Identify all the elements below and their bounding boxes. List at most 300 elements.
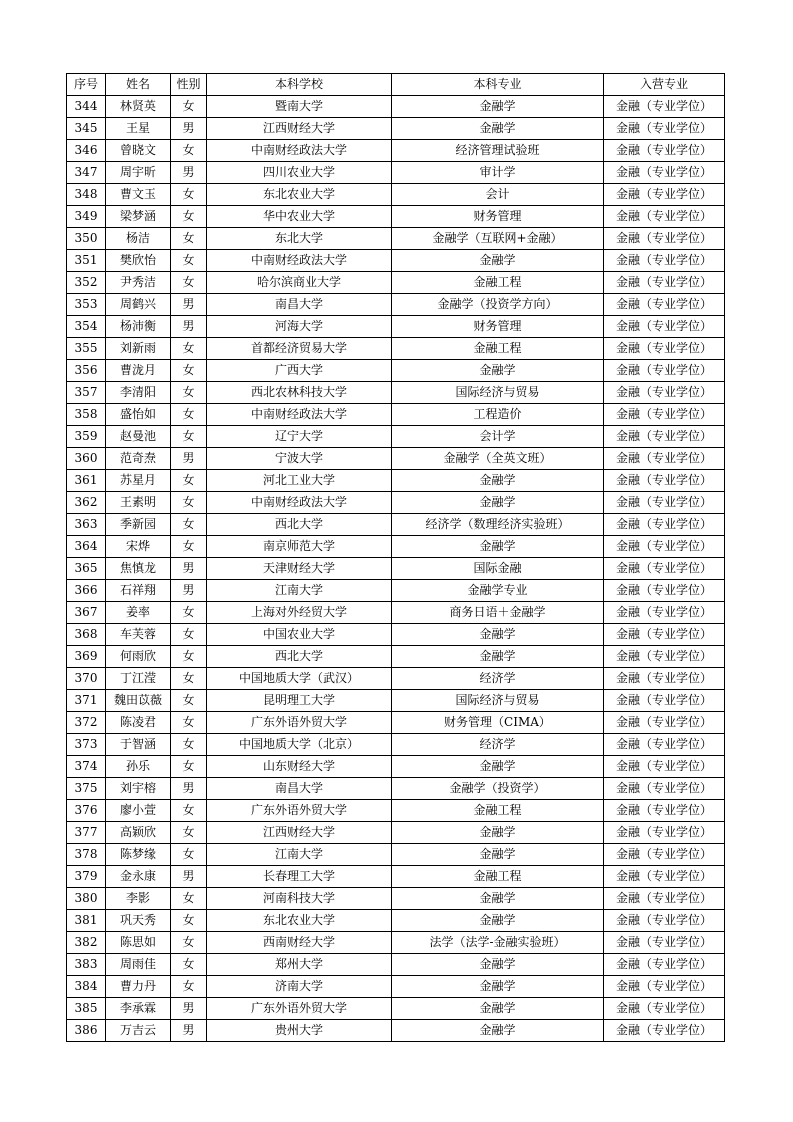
cell-name: 尹秀洁 xyxy=(106,272,171,294)
cell-serial-number: 350 xyxy=(67,228,106,250)
cell-gender: 男 xyxy=(171,1020,207,1042)
cell-serial-number: 347 xyxy=(67,162,106,184)
cell-serial-number: 356 xyxy=(67,360,106,382)
cell-name: 车芙蓉 xyxy=(106,624,171,646)
cell-gender: 女 xyxy=(171,96,207,118)
cell-undergrad-major: 金融学 xyxy=(392,910,604,932)
cell-serial-number: 358 xyxy=(67,404,106,426)
table-row xyxy=(67,998,725,1020)
cell-serial-number: 346 xyxy=(67,140,106,162)
cell-undergrad-school: 山东财经大学 xyxy=(207,756,392,778)
cell-name: 李承霖 xyxy=(106,998,171,1020)
cell-undergrad-major: 金融学 xyxy=(392,118,604,140)
cell-undergrad-school: 河北工业大学 xyxy=(207,470,392,492)
cell-camp-program: 金融（专业学位） xyxy=(604,976,725,998)
cell-name: 金永康 xyxy=(106,866,171,888)
cell-name: 梁梦涵 xyxy=(106,206,171,228)
cell-undergrad-school: 广东外语外贸大学 xyxy=(207,712,392,734)
cell-serial-number: 355 xyxy=(67,338,106,360)
cell-gender: 女 xyxy=(171,976,207,998)
cell-serial-number: 368 xyxy=(67,624,106,646)
cell-serial-number: 380 xyxy=(67,888,106,910)
table-row xyxy=(67,316,725,338)
cell-undergrad-major: 金融学（投资学方向） xyxy=(392,294,604,316)
cell-gender: 女 xyxy=(171,338,207,360)
cell-serial-number: 367 xyxy=(67,602,106,624)
cell-undergrad-school: 贵州大学 xyxy=(207,1020,392,1042)
cell-name: 魏田苡薇 xyxy=(106,690,171,712)
table-row xyxy=(67,250,725,272)
cell-serial-number: 382 xyxy=(67,932,106,954)
cell-gender: 女 xyxy=(171,228,207,250)
table-row xyxy=(67,624,725,646)
table-row xyxy=(67,382,725,404)
cell-undergrad-school: 辽宁大学 xyxy=(207,426,392,448)
cell-serial-number: 357 xyxy=(67,382,106,404)
cell-camp-program: 金融（专业学位） xyxy=(604,492,725,514)
cell-serial-number: 384 xyxy=(67,976,106,998)
cell-serial-number: 386 xyxy=(67,1020,106,1042)
table-row xyxy=(67,404,725,426)
cell-gender: 女 xyxy=(171,404,207,426)
cell-serial-number: 351 xyxy=(67,250,106,272)
table-row xyxy=(67,976,725,998)
cell-undergrad-school: 江西财经大学 xyxy=(207,822,392,844)
cell-gender: 女 xyxy=(171,822,207,844)
cell-undergrad-school: 江南大学 xyxy=(207,844,392,866)
cell-serial-number: 363 xyxy=(67,514,106,536)
table-row xyxy=(67,228,725,250)
cell-undergrad-major: 金融学 xyxy=(392,1020,604,1042)
table-row xyxy=(67,1020,725,1042)
cell-camp-program: 金融（专业学位） xyxy=(604,624,725,646)
cell-name: 曹文玉 xyxy=(106,184,171,206)
cell-gender: 男 xyxy=(171,778,207,800)
cell-undergrad-school: 暨南大学 xyxy=(207,96,392,118)
cell-serial-number: 359 xyxy=(67,426,106,448)
cell-undergrad-school: 昆明理工大学 xyxy=(207,690,392,712)
cell-name: 赵曼池 xyxy=(106,426,171,448)
cell-name: 季新园 xyxy=(106,514,171,536)
cell-serial-number: 361 xyxy=(67,470,106,492)
cell-undergrad-school: 广西大学 xyxy=(207,360,392,382)
cell-camp-program: 金融（专业学位） xyxy=(604,316,725,338)
cell-undergrad-major: 金融学 xyxy=(392,954,604,976)
cell-undergrad-school: 江西财经大学 xyxy=(207,118,392,140)
cell-serial-number: 345 xyxy=(67,118,106,140)
cell-serial-number: 376 xyxy=(67,800,106,822)
cell-serial-number: 379 xyxy=(67,866,106,888)
table-row xyxy=(67,140,725,162)
header-undergrad-school: 本科学校 xyxy=(207,74,392,96)
cell-undergrad-school: 哈尔滨商业大学 xyxy=(207,272,392,294)
cell-undergrad-school: 东北大学 xyxy=(207,228,392,250)
cell-camp-program: 金融（专业学位） xyxy=(604,514,725,536)
cell-serial-number: 364 xyxy=(67,536,106,558)
header-name: 姓名 xyxy=(106,74,171,96)
cell-camp-program: 金融（专业学位） xyxy=(604,558,725,580)
cell-camp-program: 金融（专业学位） xyxy=(604,668,725,690)
header-undergrad-major: 本科专业 xyxy=(392,74,604,96)
table-row xyxy=(67,338,725,360)
cell-undergrad-major: 金融学专业 xyxy=(392,580,604,602)
cell-undergrad-major: 会计 xyxy=(392,184,604,206)
cell-camp-program: 金融（专业学位） xyxy=(604,712,725,734)
cell-undergrad-major: 会计学 xyxy=(392,426,604,448)
student-roster-table xyxy=(66,73,725,1042)
cell-undergrad-school: 首都经济贸易大学 xyxy=(207,338,392,360)
table-row xyxy=(67,492,725,514)
table-row xyxy=(67,910,725,932)
cell-gender: 男 xyxy=(171,866,207,888)
table-row xyxy=(67,580,725,602)
cell-serial-number: 378 xyxy=(67,844,106,866)
cell-undergrad-major: 金融工程 xyxy=(392,272,604,294)
cell-undergrad-school: 上海对外经贸大学 xyxy=(207,602,392,624)
cell-undergrad-major: 金融学 xyxy=(392,492,604,514)
cell-gender: 女 xyxy=(171,954,207,976)
cell-name: 周鹤兴 xyxy=(106,294,171,316)
cell-name: 王素明 xyxy=(106,492,171,514)
cell-undergrad-major: 商务日语＋金融学 xyxy=(392,602,604,624)
cell-serial-number: 354 xyxy=(67,316,106,338)
cell-gender: 女 xyxy=(171,514,207,536)
cell-camp-program: 金融（专业学位） xyxy=(604,1020,725,1042)
cell-name: 陈思如 xyxy=(106,932,171,954)
cell-serial-number: 360 xyxy=(67,448,106,470)
cell-undergrad-school: 中南财经政法大学 xyxy=(207,492,392,514)
cell-name: 樊欣怡 xyxy=(106,250,171,272)
cell-gender: 女 xyxy=(171,734,207,756)
table-row xyxy=(67,932,725,954)
cell-name: 周雨佳 xyxy=(106,954,171,976)
cell-gender: 女 xyxy=(171,646,207,668)
cell-camp-program: 金融（专业学位） xyxy=(604,580,725,602)
cell-serial-number: 353 xyxy=(67,294,106,316)
cell-camp-program: 金融（专业学位） xyxy=(604,228,725,250)
cell-undergrad-major: 金融学 xyxy=(392,250,604,272)
cell-camp-program: 金融（专业学位） xyxy=(604,162,725,184)
table-row xyxy=(67,690,725,712)
table-row xyxy=(67,822,725,844)
cell-camp-program: 金融（专业学位） xyxy=(604,294,725,316)
table-row xyxy=(67,602,725,624)
cell-undergrad-school: 中南财经政法大学 xyxy=(207,404,392,426)
cell-undergrad-major: 金融工程 xyxy=(392,800,604,822)
header-serial-number: 序号 xyxy=(67,74,106,96)
table-row xyxy=(67,646,725,668)
cell-gender: 女 xyxy=(171,888,207,910)
cell-undergrad-school: 南京师范大学 xyxy=(207,536,392,558)
table-row xyxy=(67,888,725,910)
cell-camp-program: 金融（专业学位） xyxy=(604,272,725,294)
cell-camp-program: 金融（专业学位） xyxy=(604,646,725,668)
cell-undergrad-major: 国际经济与贸易 xyxy=(392,382,604,404)
cell-name: 周宇昕 xyxy=(106,162,171,184)
cell-name: 杨洁 xyxy=(106,228,171,250)
cell-camp-program: 金融（专业学位） xyxy=(604,690,725,712)
cell-name: 焦慎龙 xyxy=(106,558,171,580)
cell-undergrad-major: 金融学（互联网+金融） xyxy=(392,228,604,250)
cell-name: 曹力丹 xyxy=(106,976,171,998)
table-row xyxy=(67,118,725,140)
cell-name: 曾晓文 xyxy=(106,140,171,162)
cell-undergrad-school: 河南科技大学 xyxy=(207,888,392,910)
cell-gender: 女 xyxy=(171,140,207,162)
cell-gender: 男 xyxy=(171,448,207,470)
cell-name: 王星 xyxy=(106,118,171,140)
cell-name: 万吉云 xyxy=(106,1020,171,1042)
cell-name: 李影 xyxy=(106,888,171,910)
table-row xyxy=(67,844,725,866)
cell-undergrad-major: 金融学 xyxy=(392,888,604,910)
cell-gender: 女 xyxy=(171,250,207,272)
table-header-row xyxy=(67,74,725,96)
table-row xyxy=(67,954,725,976)
table-row xyxy=(67,866,725,888)
table-row xyxy=(67,426,725,448)
cell-undergrad-school: 华中农业大学 xyxy=(207,206,392,228)
cell-serial-number: 352 xyxy=(67,272,106,294)
cell-undergrad-major: 金融学 xyxy=(392,998,604,1020)
cell-name: 孙乐 xyxy=(106,756,171,778)
cell-undergrad-major: 法学（法学-金融实验班） xyxy=(392,932,604,954)
cell-name: 陈梦缘 xyxy=(106,844,171,866)
cell-gender: 女 xyxy=(171,536,207,558)
cell-undergrad-major: 国际经济与贸易 xyxy=(392,690,604,712)
cell-undergrad-school: 中南财经政法大学 xyxy=(207,140,392,162)
cell-gender: 女 xyxy=(171,360,207,382)
cell-camp-program: 金融（专业学位） xyxy=(604,536,725,558)
cell-name: 高颖欣 xyxy=(106,822,171,844)
header-camp-program: 入营专业 xyxy=(604,74,725,96)
cell-name: 李清阳 xyxy=(106,382,171,404)
cell-name: 盛怡如 xyxy=(106,404,171,426)
cell-undergrad-school: 中国地质大学（北京） xyxy=(207,734,392,756)
cell-camp-program: 金融（专业学位） xyxy=(604,602,725,624)
cell-undergrad-major: 金融学 xyxy=(392,96,604,118)
cell-undergrad-school: 南昌大学 xyxy=(207,778,392,800)
cell-camp-program: 金融（专业学位） xyxy=(604,250,725,272)
cell-undergrad-major: 金融学 xyxy=(392,822,604,844)
cell-undergrad-school: 河海大学 xyxy=(207,316,392,338)
cell-gender: 男 xyxy=(171,998,207,1020)
cell-camp-program: 金融（专业学位） xyxy=(604,470,725,492)
cell-undergrad-major: 经济学 xyxy=(392,734,604,756)
cell-gender: 女 xyxy=(171,206,207,228)
cell-undergrad-major: 金融学 xyxy=(392,470,604,492)
cell-gender: 女 xyxy=(171,382,207,404)
cell-serial-number: 369 xyxy=(67,646,106,668)
cell-undergrad-major: 财务管理 xyxy=(392,316,604,338)
cell-name: 石祥翔 xyxy=(106,580,171,602)
cell-camp-program: 金融（专业学位） xyxy=(604,932,725,954)
cell-undergrad-school: 西北大学 xyxy=(207,646,392,668)
cell-serial-number: 375 xyxy=(67,778,106,800)
cell-gender: 女 xyxy=(171,184,207,206)
cell-gender: 女 xyxy=(171,492,207,514)
cell-undergrad-school: 济南大学 xyxy=(207,976,392,998)
cell-camp-program: 金融（专业学位） xyxy=(604,888,725,910)
cell-gender: 女 xyxy=(171,272,207,294)
table-row xyxy=(67,514,725,536)
cell-camp-program: 金融（专业学位） xyxy=(604,822,725,844)
cell-undergrad-major: 金融学（全英文班） xyxy=(392,448,604,470)
cell-undergrad-school: 中南财经政法大学 xyxy=(207,250,392,272)
cell-gender: 男 xyxy=(171,294,207,316)
cell-name: 杨沛衡 xyxy=(106,316,171,338)
table-row xyxy=(67,162,725,184)
cell-name: 范奇焘 xyxy=(106,448,171,470)
table-row xyxy=(67,294,725,316)
cell-serial-number: 371 xyxy=(67,690,106,712)
cell-gender: 女 xyxy=(171,426,207,448)
cell-undergrad-school: 南昌大学 xyxy=(207,294,392,316)
header-gender: 性别 xyxy=(171,74,207,96)
cell-undergrad-major: 财务管理（CIMA） xyxy=(392,712,604,734)
cell-undergrad-school: 宁波大学 xyxy=(207,448,392,470)
cell-gender: 男 xyxy=(171,162,207,184)
cell-undergrad-school: 四川农业大学 xyxy=(207,162,392,184)
cell-camp-program: 金融（专业学位） xyxy=(604,756,725,778)
cell-gender: 女 xyxy=(171,668,207,690)
cell-undergrad-major: 金融学 xyxy=(392,976,604,998)
cell-name: 丁江滢 xyxy=(106,668,171,690)
cell-undergrad-major: 经济管理试验班 xyxy=(392,140,604,162)
cell-camp-program: 金融（专业学位） xyxy=(604,866,725,888)
table-row xyxy=(67,712,725,734)
cell-undergrad-school: 广东外语外贸大学 xyxy=(207,800,392,822)
cell-camp-program: 金融（专业学位） xyxy=(604,404,725,426)
cell-gender: 女 xyxy=(171,624,207,646)
cell-undergrad-school: 广东外语外贸大学 xyxy=(207,998,392,1020)
cell-gender: 女 xyxy=(171,712,207,734)
cell-serial-number: 377 xyxy=(67,822,106,844)
cell-undergrad-major: 金融工程 xyxy=(392,338,604,360)
cell-camp-program: 金融（专业学位） xyxy=(604,96,725,118)
table-row xyxy=(67,184,725,206)
cell-gender: 男 xyxy=(171,316,207,338)
cell-serial-number: 383 xyxy=(67,954,106,976)
table-row xyxy=(67,800,725,822)
cell-undergrad-major: 金融学 xyxy=(392,360,604,382)
cell-undergrad-school: 东北农业大学 xyxy=(207,184,392,206)
table-row xyxy=(67,756,725,778)
cell-serial-number: 374 xyxy=(67,756,106,778)
cell-gender: 女 xyxy=(171,932,207,954)
cell-undergrad-school: 西南财经大学 xyxy=(207,932,392,954)
table-row xyxy=(67,778,725,800)
cell-name: 于智涵 xyxy=(106,734,171,756)
cell-undergrad-major: 金融学（投资学） xyxy=(392,778,604,800)
cell-undergrad-school: 西北农林科技大学 xyxy=(207,382,392,404)
cell-serial-number: 348 xyxy=(67,184,106,206)
cell-undergrad-school: 天津财经大学 xyxy=(207,558,392,580)
cell-undergrad-major: 金融学 xyxy=(392,756,604,778)
cell-undergrad-major: 金融学 xyxy=(392,844,604,866)
cell-serial-number: 349 xyxy=(67,206,106,228)
cell-serial-number: 362 xyxy=(67,492,106,514)
cell-camp-program: 金融（专业学位） xyxy=(604,910,725,932)
cell-undergrad-major: 经济学（数理经济实验班） xyxy=(392,514,604,536)
cell-undergrad-school: 西北大学 xyxy=(207,514,392,536)
cell-camp-program: 金融（专业学位） xyxy=(604,998,725,1020)
table-row xyxy=(67,272,725,294)
cell-undergrad-school: 江南大学 xyxy=(207,580,392,602)
cell-undergrad-school: 东北农业大学 xyxy=(207,910,392,932)
cell-undergrad-major: 金融工程 xyxy=(392,866,604,888)
cell-gender: 女 xyxy=(171,602,207,624)
cell-camp-program: 金融（专业学位） xyxy=(604,382,725,404)
cell-camp-program: 金融（专业学位） xyxy=(604,140,725,162)
cell-name: 刘新雨 xyxy=(106,338,171,360)
cell-serial-number: 365 xyxy=(67,558,106,580)
cell-undergrad-school: 长春理工大学 xyxy=(207,866,392,888)
cell-name: 苏星月 xyxy=(106,470,171,492)
cell-undergrad-major: 工程造价 xyxy=(392,404,604,426)
cell-undergrad-major: 财务管理 xyxy=(392,206,604,228)
cell-undergrad-school: 中国地质大学（武汉） xyxy=(207,668,392,690)
cell-name: 巩天秀 xyxy=(106,910,171,932)
cell-gender: 女 xyxy=(171,470,207,492)
table-row xyxy=(67,470,725,492)
cell-camp-program: 金融（专业学位） xyxy=(604,360,725,382)
cell-undergrad-major: 经济学 xyxy=(392,668,604,690)
cell-camp-program: 金融（专业学位） xyxy=(604,734,725,756)
cell-camp-program: 金融（专业学位） xyxy=(604,778,725,800)
cell-camp-program: 金融（专业学位） xyxy=(604,426,725,448)
cell-name: 姜率 xyxy=(106,602,171,624)
cell-undergrad-school: 中国农业大学 xyxy=(207,624,392,646)
cell-name: 宋烨 xyxy=(106,536,171,558)
cell-name: 何雨欣 xyxy=(106,646,171,668)
cell-serial-number: 366 xyxy=(67,580,106,602)
table-row xyxy=(67,96,725,118)
cell-camp-program: 金融（专业学位） xyxy=(604,448,725,470)
cell-undergrad-major: 金融学 xyxy=(392,646,604,668)
cell-gender: 女 xyxy=(171,844,207,866)
table-row xyxy=(67,448,725,470)
cell-serial-number: 385 xyxy=(67,998,106,1020)
cell-undergrad-major: 国际金融 xyxy=(392,558,604,580)
table-row xyxy=(67,206,725,228)
table-body xyxy=(67,96,725,1042)
cell-serial-number: 344 xyxy=(67,96,106,118)
cell-camp-program: 金融（专业学位） xyxy=(604,184,725,206)
cell-name: 林贤英 xyxy=(106,96,171,118)
cell-gender: 女 xyxy=(171,756,207,778)
cell-gender: 女 xyxy=(171,690,207,712)
cell-name: 陈凌君 xyxy=(106,712,171,734)
table-row xyxy=(67,536,725,558)
cell-serial-number: 370 xyxy=(67,668,106,690)
cell-camp-program: 金融（专业学位） xyxy=(604,954,725,976)
cell-name: 廖小萱 xyxy=(106,800,171,822)
cell-serial-number: 381 xyxy=(67,910,106,932)
cell-gender: 男 xyxy=(171,580,207,602)
table-row xyxy=(67,668,725,690)
table-row xyxy=(67,734,725,756)
cell-undergrad-major: 审计学 xyxy=(392,162,604,184)
cell-gender: 男 xyxy=(171,118,207,140)
cell-camp-program: 金融（专业学位） xyxy=(604,206,725,228)
cell-camp-program: 金融（专业学位） xyxy=(604,800,725,822)
cell-name: 刘宇榕 xyxy=(106,778,171,800)
cell-undergrad-major: 金融学 xyxy=(392,536,604,558)
cell-camp-program: 金融（专业学位） xyxy=(604,844,725,866)
cell-camp-program: 金融（专业学位） xyxy=(604,338,725,360)
cell-gender: 男 xyxy=(171,558,207,580)
